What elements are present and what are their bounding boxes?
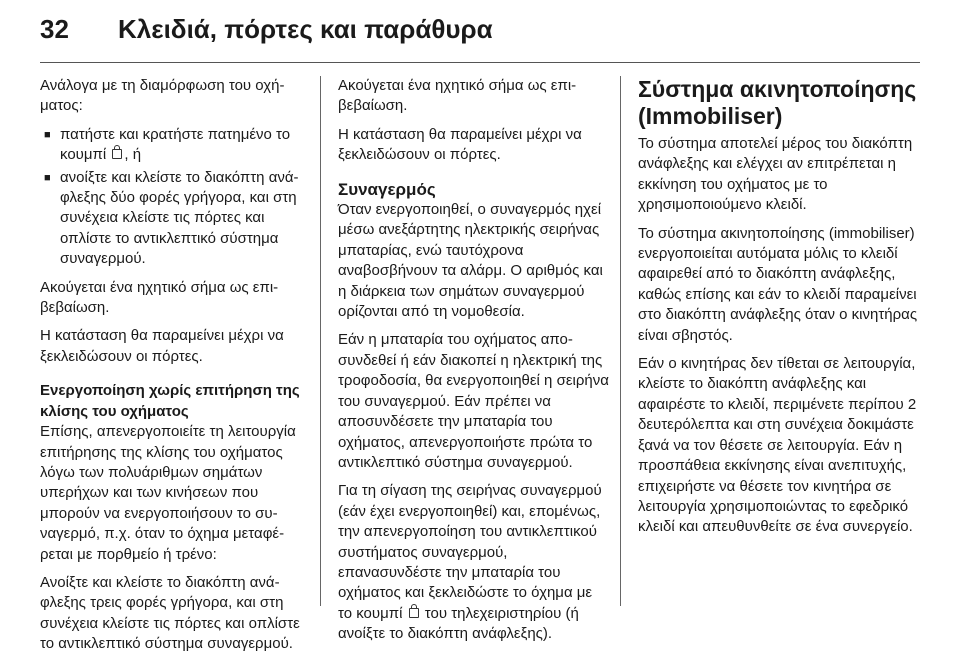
page-number: 32 [40, 14, 69, 44]
column-2 [338, 76, 610, 653]
paragraph: Ακούγεται ένα ηχητικό σήμα ως επιβεβαίωση. [40, 278, 279, 317]
column-divider [620, 76, 621, 606]
section-heading: Σύστημα ακινητοποίησης (Immobiliser) [638, 76, 917, 129]
lock-icon [112, 149, 122, 159]
chapter-title: Κλειδιά, πόρτες και παράθυρα [118, 14, 493, 44]
section-heading: Συναγερμός [338, 179, 436, 199]
paragraph: Εάν ο κινητήρας δεν τίθεται σε λειτουργία, κλείστε το διακόπτη ανάφλεξης και αφαιρέστε το κλειδί, περιμένετε περίπου 2 δευτερόλεπτα και στη συνέχεια δοκιμάστε ξανά να τον θέσετε σε λειτουργία. Εάν η προσπάθεια εκκίνησης είναι ανεπιτυχής, επιχειρήστε να θέσετε τον κινητήρα σε λειτουργία χρησιμοποιώντας το εφεδρικό κλειδί και απευθυνθείτε σε ένα συνεργείο. [638, 355, 917, 536]
paragraph: Επίσης, απενεργοποιείτε τη λειτουργία επιτήρησης της κλίσης του οχήματος λόγω των πολυάριθμων σημάτων υπερήχων και των κινήσεων που μπορούν να ενεργοποιήσουν το συναγερμό, π.χ. όταν το όχημα μεταφέρεται με πορθμείο ή τρένο: [40, 423, 296, 563]
unlock-icon [409, 608, 419, 618]
paragraph: Για τη σίγαση της σειρήνας συναγερμού (εάν έχει ενεργοποιηθεί) και, επομένως, την απενεργοποίηση του αντικλεπτικού συστήματος συναγερμού, επανασυνδέστε την μπαταρία του οχήματος και ξεκλειδώστε το όχημα με το κουμπί του τηλεχειριστηρίου (ή ανοίξτε το διακόπτη ανάφλεξης). [338, 482, 602, 643]
column-1 [40, 76, 310, 663]
paragraph: Όταν ενεργοποιηθεί, ο συναγερμός ηχεί μέσω ανεξάρτητης ηλεκτρικής σειρήνας μπαταρίας, ενώ ταυτόχρονα αναβοσβήνουν τα αλάρμ. Ο αριθμός και η διάρκεια των σημάτων συναγερμού ορίζονται από τη νομοθεσία. [338, 201, 603, 321]
column-3 [638, 76, 920, 546]
paragraph: Το σύστημα αποτελεί μέρος του διακόπτη ανάφλεξης και ελέγχει αν επιτρέπεται η εκκίνηση του οχήματος με το χρησιμοποιούμενο κλειδί. [638, 135, 913, 214]
paragraph: Ανάλογα με τη διαμόρφωση του οχήματος: [40, 77, 285, 115]
header-rule [40, 62, 920, 63]
section-heading: Ενεργοποίηση χωρίς επιτήρηση της κλίσης του οχήματος [40, 382, 300, 420]
paragraph: Η κατάσταση θα παραμείνει μέχρι να ξεκλειδώσουν οι πόρτες. [338, 125, 582, 164]
page-header [40, 14, 920, 54]
paragraph: Ανοίξτε και κλείστε το διακόπτη ανάφλεξης τρεις φορές γρήγορα, και στη συνέχεια κλείστε τις πόρτες και οπλίστε το αντικλεπτικό σύστημα συναγερμού. [40, 573, 300, 653]
bullet-item: ■ πατήστε και κρατήστε πατημένο το κουμπί , ή [40, 125, 310, 166]
paragraph: Το σύστημα ακινητοποίησης (immobiliser) ενεργοποιείται αυτόματα μόλις το κλειδί αφαιρεθεί από το διακόπτη ανάφλεξης, καθώς επίσης και εάν το κλειδί παραμείνει στο διακόπτη ανάφλεξης όταν ο κινητήρας είναι σβηστός. [638, 224, 918, 344]
column-divider [320, 76, 321, 606]
paragraph: Η κατάσταση θα παραμείνει μέχρι να ξεκλειδώσουν οι πόρτες. [40, 327, 284, 365]
paragraph: Ακούγεται ένα ηχητικό σήμα ως επιβεβαίωση. [338, 77, 577, 115]
paragraph: Εάν η μπαταρία του οχήματος αποσυνδεθεί ή εάν διακοπεί η ηλεκτρική της τροφοδοσία, θα ενεργοποιηθεί η σειρήνα του συναγερμού. Εάν πρέπει να αποσυνδέσετε την μπαταρία του οχήματος, απενεργοποιήστε πρώτα το αντικλεπτικό σύστημα συναγερμού. [338, 331, 609, 471]
bullet-item: ■ ανοίξτε και κλείστε το διακόπτη ανάφλεξης δύο φορές γρήγορα, και στη συνέχεια κλείστε τις πόρτες και οπλίστε το αντικλεπτικό σύστημα συναγερμού. [40, 168, 310, 270]
